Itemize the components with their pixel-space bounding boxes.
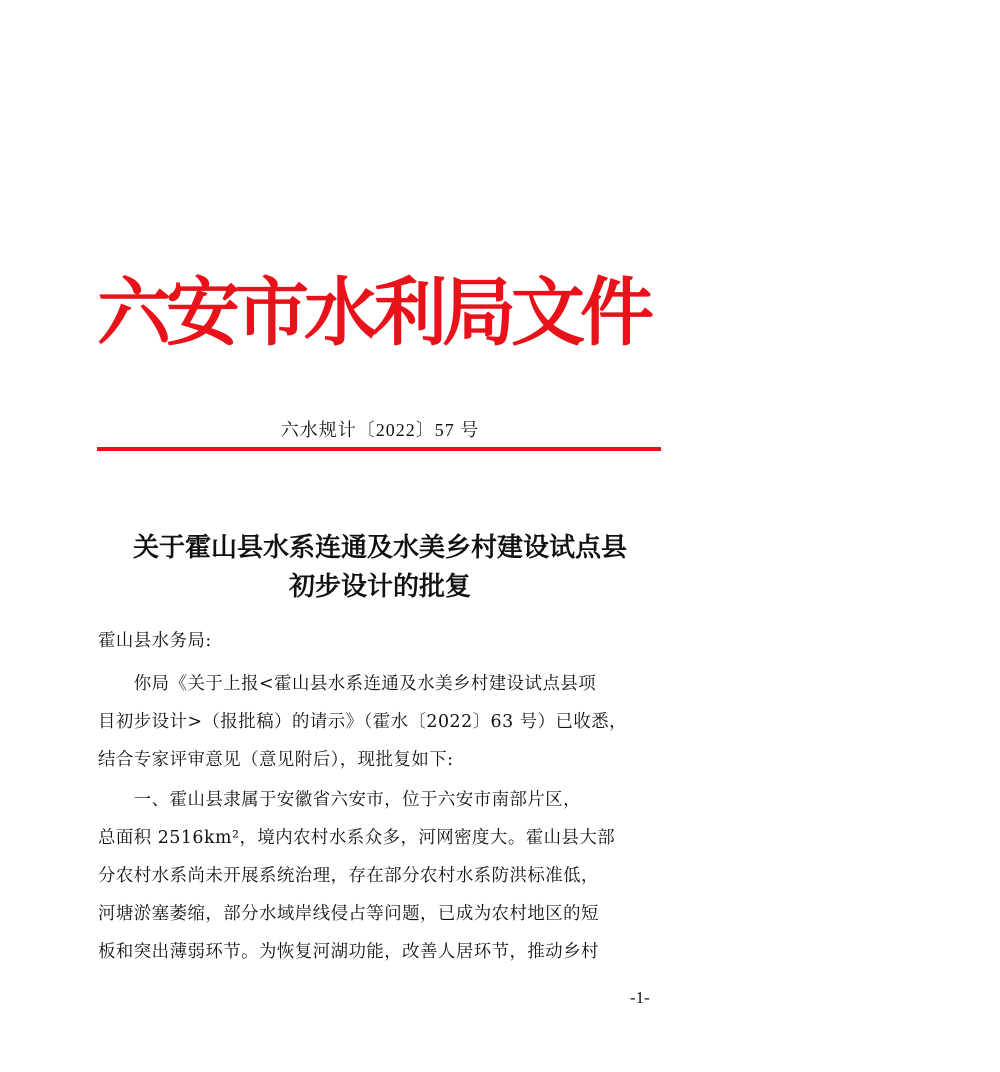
document-title-line-1: 关于霍山县水系连通及水美乡村建设试点县 xyxy=(132,533,627,563)
body-line: 一、霍山县隶属于安徽省六安市，位于六安市南部片区， xyxy=(98,790,582,810)
body-line: 你局《关于上报<霍山县水系连通及水美乡村建设试点县项 xyxy=(98,674,597,694)
issuing-authority-title: 六安市水利局文件 xyxy=(97,270,649,356)
document-number: 六水规计〔2022〕57 号 xyxy=(280,420,480,440)
body-line: 板和突出薄弱环节。为恢复河湖功能，改善人居环节，推动乡村 xyxy=(98,942,599,962)
body-line: 分农村水系尚未开展系统治理，存在部分农村水系防洪标准低， xyxy=(98,866,599,886)
red-separator-line xyxy=(97,447,661,451)
addressee: 霍山县水务局: xyxy=(98,631,212,651)
body-line: 河塘淤塞萎缩，部分水域岸线侵占等问题，已成为农村地区的短 xyxy=(98,904,599,924)
body-line: 总面积 2516km²，境内农村水系众多，河网密度大。霍山县大部 xyxy=(98,828,616,848)
document-title-line-2: 初步设计的批复 xyxy=(288,572,471,602)
body-line: 目初步设计>（报批稿）的请示》（霍水〔2022〕63 号）已收悉， xyxy=(98,712,628,732)
body-line: 结合专家评审意见（意见附后），现批复如下: xyxy=(98,750,454,770)
page-number: -1- xyxy=(630,988,650,1007)
